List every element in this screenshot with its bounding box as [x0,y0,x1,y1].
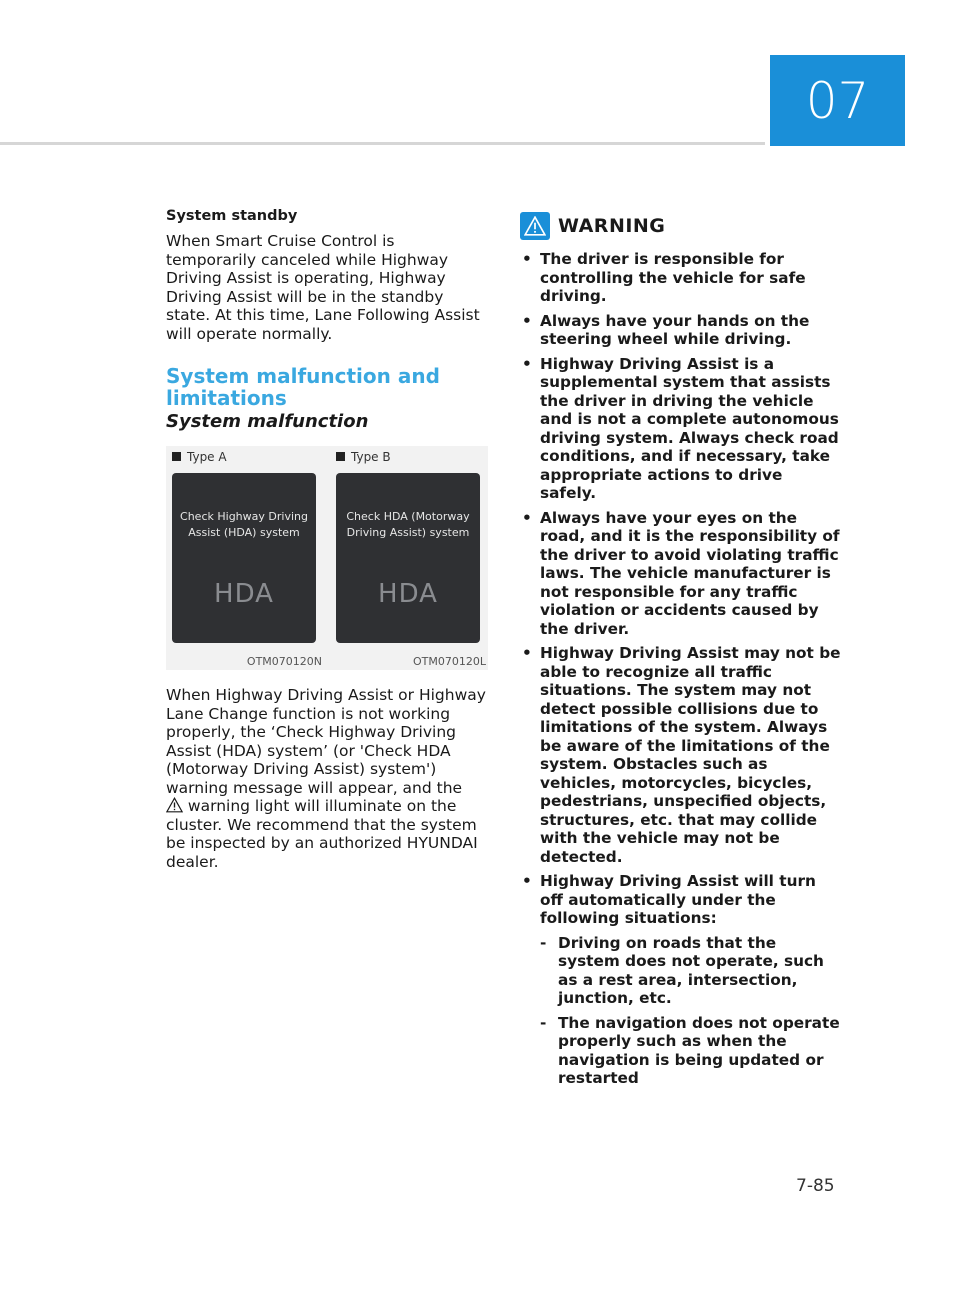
list-item: • Always have your hands on the steering wheel while driving. [520,312,842,349]
sub-list [540,934,842,1088]
list-item: • The driver is responsible for controlling the vehicle for safe driving. [520,250,842,306]
malfunction-text-2: warning light will illuminate on the cluster. We recommend that the system be inspected by an authorized HYUNDAI dealer. [166,797,478,871]
type-a-label [172,450,227,464]
warning-badge [520,212,550,240]
type-b-hda-indicator: HDA [378,579,438,609]
warning-list [520,250,842,1088]
standby-heading: System standby [166,208,298,224]
type-b-panel [330,446,488,670]
type-a-screen [172,473,316,643]
section-title: System malfunction and limitations [166,364,440,410]
malfunction-text [166,686,488,871]
type-b-message: Check HDA (Motorway Driving Assist) system [346,510,470,539]
square-bullet-icon [336,452,345,461]
malfunction-text-1: When Highway Driving Assist or Highway Lane Change function is not working properly, the ‘Check Highway Driving Assist (HDA) system’ (or 'Check HDA (Motorway Driving Assist) system') warning message will appear, and the [166,686,486,797]
warning-header [520,212,842,240]
warning-triangle-icon [524,216,546,236]
type-b-code: OTM070120L [413,655,486,668]
standby-text: When Smart Cruise Control is temporarily canceled while Highway Driving Assist is operating, Highway Driving Assist will be in the standby state. At this time, Lane Following Assist will operate normally. [166,232,480,343]
type-b-label-text: Type B [351,450,391,464]
left-column [166,208,488,871]
type-a-message: Check Highway Driving Assist (HDA) system [180,510,308,539]
header-rule [0,142,765,145]
list-item-text: Highway Driving Assist will turn off automatically under the following situations: [540,872,816,927]
type-a-hda-indicator: HDA [214,579,274,609]
type-b-screen [336,473,480,643]
right-column [520,212,842,1094]
list-item: • Highway Driving Assist may not be able to recognize all traffic situations. The system may not detect possible collisions due to limitations of the system. Always be aware of the limitations of the system. Obstacles such as vehicles, motorcycles, bicycles, pedestrians, unspecified objects, structures, etc. that may collide with the vehicle may not be detected. [520,644,842,866]
square-bullet-icon [172,452,181,461]
cluster-figure [166,446,488,670]
type-a-code: OTM070120N [246,655,322,668]
warning-triangle-icon [166,797,183,813]
chapter-tab [770,55,905,146]
sub-list-item: - The navigation does not operate properly such as when the navigation is being updated or restarted [540,1014,842,1088]
type-a-label-text: Type A [187,450,227,464]
chapter-number: 07 [805,71,870,130]
list-item: • Highway Driving Assist is a supplemental system that assists the driver in driving the vehicle and is not a complete autonomous driving system. Always check road conditions, and if necessary, take appropriate actions to drive safely. [520,355,842,503]
page-number: 7-85 [796,1176,835,1196]
list-item: • Always have your eyes on the road, and it is the responsibility of the driver to avoid violating traffic laws. The vehicle manufacturer is not responsible for any traffic violation or accidents caused by the driver. [520,509,842,639]
sub-title: System malfunction [166,411,369,432]
list-item [520,872,842,1088]
sub-list-item: - Driving on roads that the system does not operate, such as a rest area, intersection, junction, etc. [540,934,842,1008]
warning-title: WARNING [558,215,666,237]
type-b-label [336,450,391,464]
type-a-panel [166,446,324,670]
